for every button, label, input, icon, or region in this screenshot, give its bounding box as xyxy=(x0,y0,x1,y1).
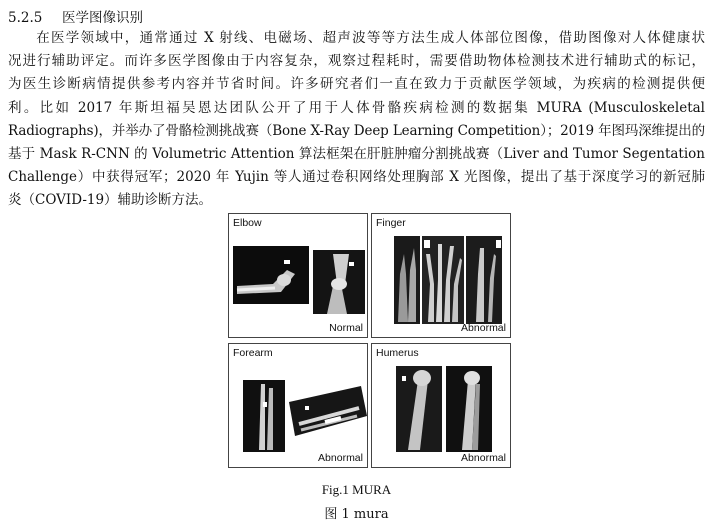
paragraph-line: 况进行辅助评定。而许多医学图像由于内容复杂，观察过程耗时，需要借助物体检测技术进行辅助式的标记， xyxy=(8,53,705,70)
panel-label: Finger xyxy=(376,217,406,229)
section-number: 5.2.5 xyxy=(8,10,43,26)
paragraph-line: 炎（COVID-19）辅助诊断方法。 xyxy=(8,192,213,209)
paragraph-line: 基于 Mask R-CNN 的 Volumetric Attention 算法框架在肝脏肿瘤分割挑战赛（Liver and Tumor Segentation xyxy=(8,145,705,162)
figure-caption-english: Fig.1 MURA xyxy=(321,482,392,497)
panel-status: Normal xyxy=(329,322,363,334)
forearm-xray-image xyxy=(229,344,368,468)
section-title: 医学图像识别 xyxy=(62,10,143,26)
finger-xray-image xyxy=(372,214,511,338)
panel-humerus xyxy=(371,343,511,468)
panel-label: Elbow xyxy=(233,217,262,229)
panel-status: Abnormal xyxy=(461,322,506,334)
paragraph-line: Challenge）中获得冠军；2020 年 Yujin 等人通过卷积网络处理胸部 X 光图像，提出了基于深度学习的新冠肺 xyxy=(8,169,705,186)
paragraph-line: 利。比如 2017 年斯坦福吴恩达团队公开了用于人体骨骼疾病检测的数据集 MURA (Musculoskeletal xyxy=(8,99,705,116)
panel-label: Forearm xyxy=(233,347,273,359)
elbow-xray-image xyxy=(229,214,368,338)
section-heading xyxy=(8,6,143,26)
paragraph-line: 为医生诊断病情提供参考内容并节省时间。许多研究者们一直在致力于贡献医学领域，为疾病的检测提供便 xyxy=(8,76,705,93)
panel-forearm xyxy=(228,343,368,468)
paragraph-line: Radiographs)，并举办了骨骼检测挑战赛（Bone X-Ray Deep Learning Competition）；2019 年图玛深维提出的 xyxy=(8,122,705,139)
figure-caption-chinese: 图 1 mura xyxy=(324,507,389,522)
humerus-xray-image xyxy=(372,344,511,468)
panel-status: Abnormal xyxy=(318,452,363,464)
panel-label: Humerus xyxy=(376,347,419,359)
panel-finger xyxy=(371,213,511,338)
paragraph-line: 在医学领域中，通常通过 X 射线、电磁场、超声波等等方法生成人体部位图像，借助图像对人体健康状 xyxy=(35,30,705,46)
panel-elbow xyxy=(228,213,368,338)
body-paragraph xyxy=(8,27,705,213)
mura-figure xyxy=(228,213,513,470)
panel-status: Abnormal xyxy=(461,452,506,464)
